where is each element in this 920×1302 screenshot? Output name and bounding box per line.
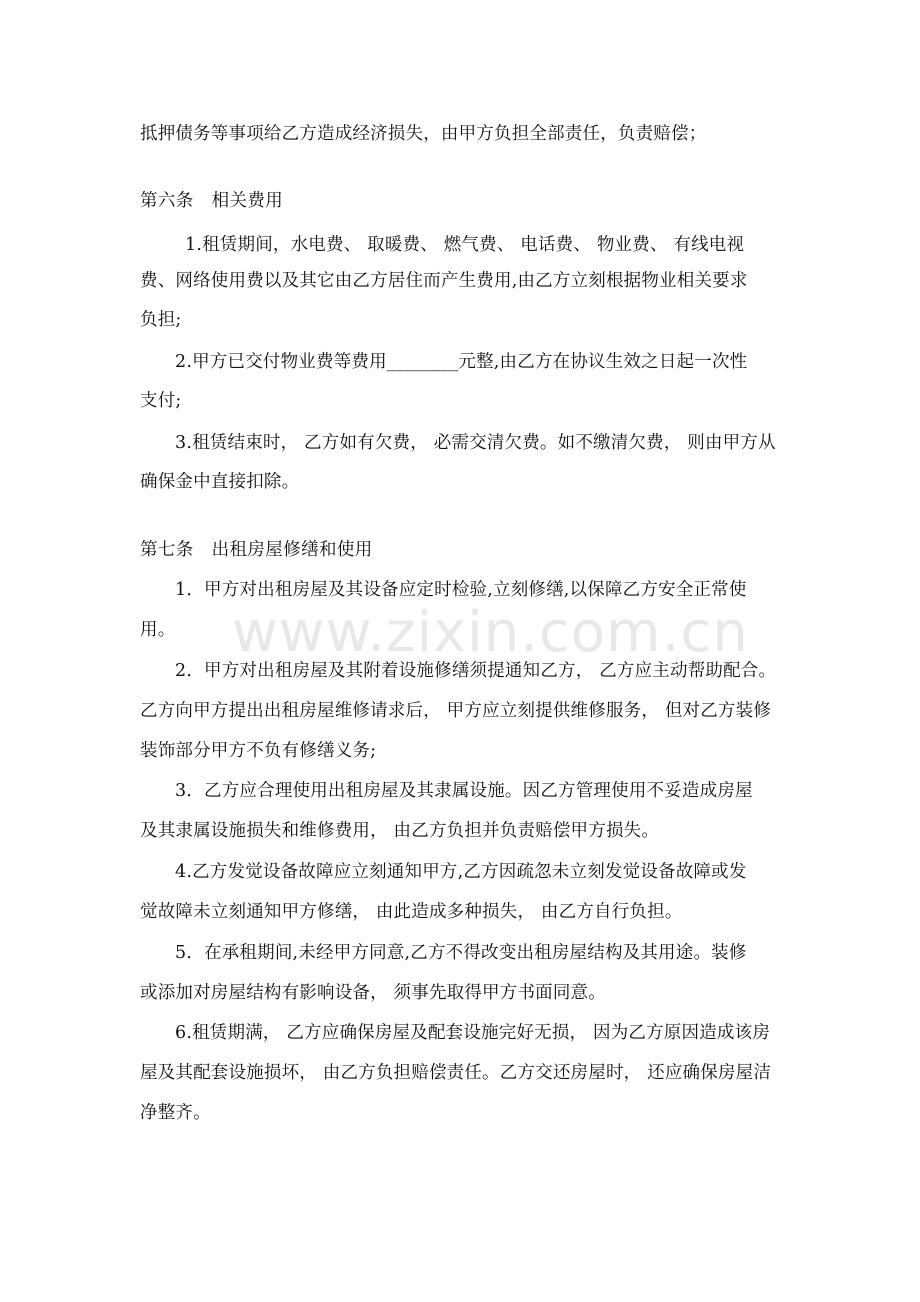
section-heading-article-6: 第六条 相关费用 [140,191,284,211]
text-line-7-4-b: 觉故障未立刻通知甲方修缮， 由此造成多种损失， 由乙方自行负担。 [140,902,683,922]
text-line-7-1-a: 1．甲方对出租房屋及其设备应定时检验,立刻修缮,以保障乙方安全正常使 [175,580,747,600]
text-line-7-2-b: 乙方向甲方提出出租房屋维修请求后， 甲方应立刻提供维修服务， 但对乙方装修 [140,701,772,721]
text-line-7-2-a: 2．甲方对出租房屋及其附着设施修缮须提通知乙方， 乙方应主动帮助配合。 [175,661,777,681]
text-line-6-3-b: 确保金中直接扣除。 [140,472,300,492]
watermark: www.zixin.com.cn [232,600,749,665]
text-line-7-6-b: 屋及其配套设施损坏， 由乙方负担赔偿责任。乙方交还房屋时， 还应确保房屋洁 [140,1063,772,1083]
text-line-6-2-a: 2.甲方已交付物业费等费用________元整,由乙方在协议生效之日起一次性 [175,352,748,372]
section-heading-article-7: 第七条 出租房屋修缮和使用 [140,540,373,560]
text-line-6-3-a: 3.租赁结束时， 乙方如有欠费， 必需交清欠费。如不缴清欠费， 则由甲方从 [175,433,776,453]
text-line-6-1-a: 1.租赁期间，水电费、 取暖费、 燃气费、 电话费、 物业费、 有线电视 [185,235,745,255]
text-line-6-1-c: 负担; [140,310,182,330]
text-line-debt-clause: 抵押债务等事项给乙方造成经济损失，由甲方负担全部责任，负责赔偿； [140,124,707,144]
text-line-7-3-b: 及其隶属设施损失和维修费用， 由乙方负担并负责赔偿甲方损失。 [140,821,660,841]
text-line-6-1-b: 费、网络使用费以及其它由乙方居住而产生费用,由乙方立刻根据物业相关要求 [140,271,748,291]
text-line-6-2-b: 支付; [140,391,182,411]
text-line-7-4-a: 4.乙方发觉设备故障应立刻通知甲方,乙方因疏忽未立刻发觉设备故障或发 [175,862,747,882]
text-line-7-5-a: 5．在承租期间,未经甲方同意,乙方不得改变出租房屋结构及其用途。装修 [175,943,747,963]
text-line-7-5-b: 或添加对房屋结构有影响设备， 须事先取得甲方书面同意。 [140,983,606,1003]
text-line-7-2-c: 装饰部分甲方不负有修缮义务; [140,741,377,761]
text-line-7-6-c: 净整齐。 [140,1103,211,1123]
text-line-7-6-a: 6.租赁期满， 乙方应确保房屋及配套设施完好无损， 因为乙方原因造成该房 [175,1023,771,1043]
text-line-7-3-a: 3．乙方应合理使用出租房屋及其隶属设施。因乙方管理使用不妥造成房屋 [175,781,753,801]
text-line-7-1-b: 用。 [140,620,176,640]
